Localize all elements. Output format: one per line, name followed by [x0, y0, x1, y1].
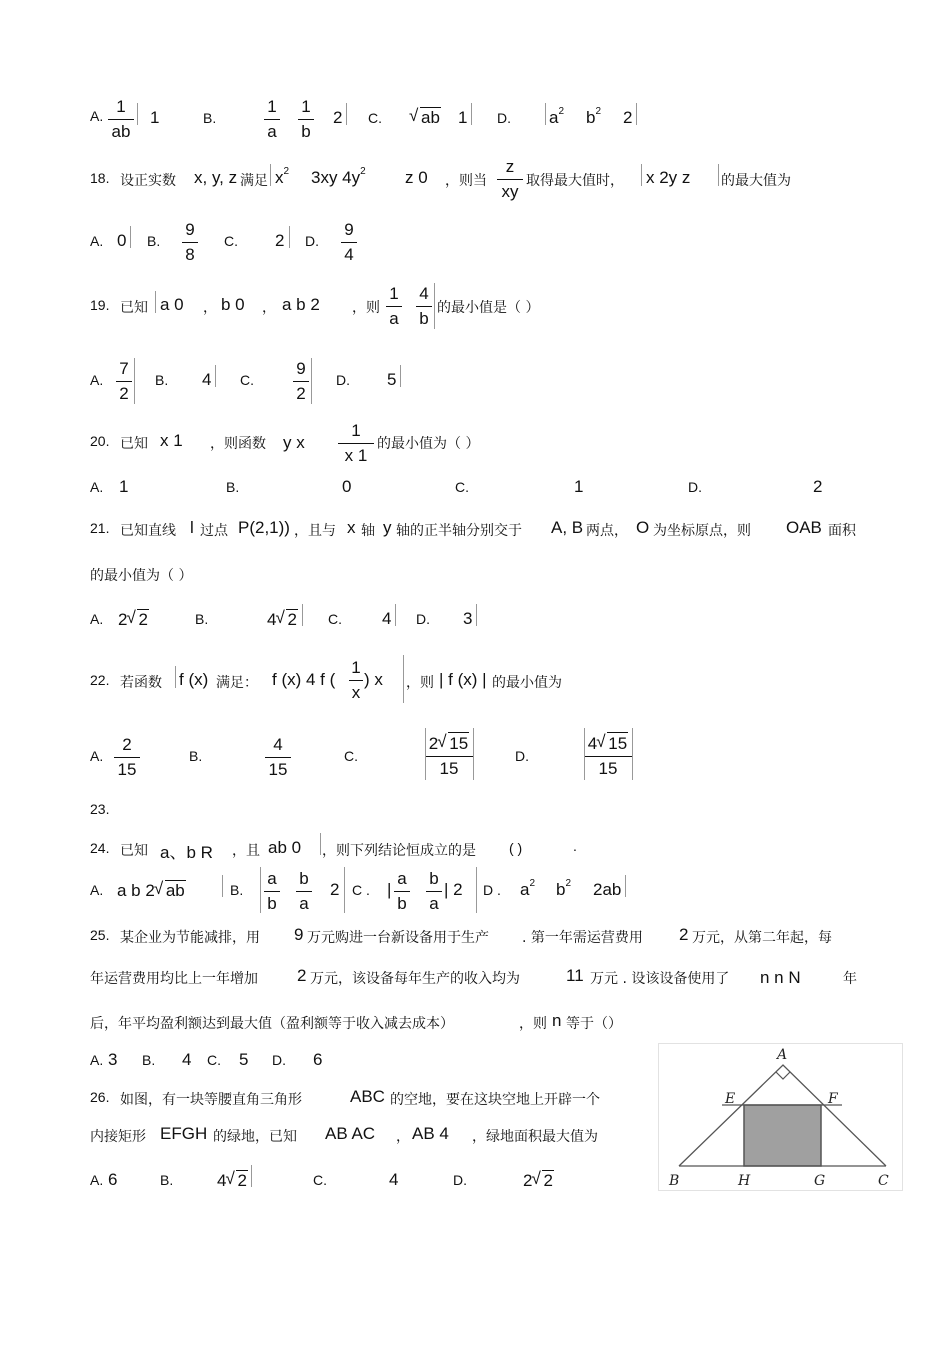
q24-c-fraction1: a b [394, 868, 410, 915]
q26-c-value: 4 [389, 1170, 399, 1189]
q24-dot: . [573, 838, 577, 854]
q21-text-7: 为坐标原点，则 [653, 523, 751, 539]
q20-text-1: 已知 [120, 436, 148, 452]
q25-text-2: 万元购进一台新设备用于生产 [307, 930, 489, 946]
q26-cond-1: AB AC [325, 1124, 376, 1143]
q17-option-d: D. [497, 110, 511, 126]
q18-d-fraction: 9 4 [341, 219, 357, 266]
q18-text-5: 的最大值为 [721, 173, 791, 189]
q24-b-fraction1: a b [264, 868, 280, 915]
q18-option-d: D. [305, 233, 319, 249]
q25-d-value: 6 [313, 1050, 323, 1069]
label-f: F [828, 1091, 838, 1107]
q26-d-value: 2√ 2 [523, 1170, 554, 1191]
q22-option-a: A. [90, 748, 104, 764]
q20-option-c: C. [455, 479, 469, 495]
q19-fraction-2: 4 b [416, 283, 432, 330]
q21-line-2: 的最小值为（ ） [90, 568, 193, 584]
q22-text-3: ，则 [406, 675, 434, 691]
q21-option-b: B. [195, 611, 209, 627]
q21-text-5: 轴的正半轴分别交于 [396, 523, 522, 539]
right-angle-mark [776, 1072, 790, 1079]
green-rectangle-efgh [744, 1105, 821, 1166]
q22-b-fraction: 4 15 [265, 734, 291, 781]
q21-text-8: 面积 [828, 523, 856, 539]
q25-a-value: 3 [108, 1050, 118, 1069]
q21-point: P(2,1)) [238, 518, 290, 537]
q20-text-2: ，则函数 [210, 436, 266, 452]
q26-line2-a: 内接矩形 [90, 1129, 146, 1145]
q24-option-d: D . [483, 882, 501, 898]
q22-c-fraction: 2√ 15 15 [425, 732, 473, 780]
q21-option-c: C. [328, 611, 342, 627]
q19-b-value: 4 [202, 370, 212, 389]
q19-option-c: C. [240, 372, 254, 388]
q24-option-a: A. [90, 882, 104, 898]
q21-o: O [636, 518, 650, 537]
q24-option-c: C . [352, 882, 370, 898]
q21-number: 21. [90, 520, 110, 536]
q24-text-3: ，则下列结论恒成立的是 [322, 843, 476, 859]
q25-line2-d: 年 [843, 971, 857, 987]
q26-text-1: 如图，有一块等腰直角三角形 [120, 1092, 302, 1108]
q25-text-3: . 第一年需运营费用 [522, 930, 643, 946]
q24-c-fraction2: b a [426, 868, 442, 915]
q24-option-b: B. [230, 882, 244, 898]
q22-abs: | f (x) | [439, 670, 487, 689]
label-e: E [725, 1091, 736, 1107]
q18-text-4: 取得最大值时， [526, 173, 624, 189]
q25-text-4: 万元，从第二年起，每 [692, 930, 832, 946]
q23-number: 23. [90, 801, 110, 817]
q26-option-b: B. [160, 1172, 174, 1188]
q25-line2-b: 万元，该设备每年生产的收入均为 [310, 971, 520, 987]
q19-option-d: D. [336, 372, 350, 388]
q17-c-rhs: 1 [458, 108, 468, 127]
q25-line3-c: 等于（） [566, 1016, 622, 1032]
q25-c-value: 5 [239, 1050, 249, 1069]
q24-d-a: $a^2$ [520, 878, 536, 899]
q21-text-1: 已知直线 [120, 523, 176, 539]
q20-function: y x [283, 433, 305, 452]
q25-text-1: 某企业为节能减排，用 [120, 930, 260, 946]
q19-text-1: 已知 [120, 300, 148, 316]
q20-fraction: 1 x 1 [338, 420, 374, 467]
q26-figure [658, 1043, 903, 1191]
q25-n: n [552, 1011, 562, 1030]
q18-text-3: ，则当 [445, 173, 487, 189]
q26-b-value: 4√ 2 [217, 1170, 248, 1191]
q21-d-value: 3 [463, 609, 473, 628]
q22-fx: f (x) [179, 670, 209, 689]
q22-number: 22. [90, 672, 110, 688]
q18-a-value: 0 [117, 231, 127, 250]
q20-option-b: B. [226, 479, 240, 495]
q19-text-2: ，则 [352, 300, 380, 316]
q26-a-value: 6 [108, 1170, 118, 1189]
q24-ab: a、b R [160, 843, 213, 862]
q25-option-a: A. [90, 1052, 104, 1068]
q25-line2-a: 年运营费用均比上一年增加 [90, 971, 258, 987]
q26-number: 26. [90, 1089, 110, 1105]
q19-option-a: A. [90, 372, 104, 388]
q22-equation-left: f (x) 4 f ( [272, 670, 336, 689]
q20-option-d: D. [688, 479, 702, 495]
label-h: H [738, 1173, 751, 1189]
q17-option-b: B. [203, 110, 217, 126]
q19-c-fraction: 9 2 [293, 358, 309, 405]
label-b: B [669, 1173, 680, 1189]
q26-option-a: A. [90, 1172, 104, 1188]
q21-text-3: ，且与 [294, 523, 336, 539]
q18-expr4: x 2y z [646, 168, 691, 187]
q17-a-fraction: 1 ab [108, 96, 134, 143]
q17-d-a: $a^2$ [549, 106, 565, 127]
label-g: G [814, 1173, 826, 1189]
q17-b-fraction2: 1 b [298, 96, 314, 143]
q17-a-rhs: 1 [150, 108, 160, 127]
q25-b-value: 4 [182, 1050, 192, 1069]
q21-l: l [190, 518, 194, 537]
q26-text-2: 的空地，要在这块空地上开辟一个 [390, 1092, 600, 1108]
q19-fraction-1: 1 a [386, 283, 402, 330]
q20-a-value: 1 [119, 477, 129, 496]
q18-number: 18. [90, 170, 110, 186]
q25-nn: n n N [760, 968, 801, 987]
q22-option-c: C. [344, 748, 358, 764]
q22-equation-right: ) x [364, 670, 383, 689]
q24-condition: ab 0 [268, 838, 302, 857]
q20-option-a: A. [90, 479, 104, 495]
q22-option-d: D. [515, 748, 529, 764]
q21-a-value: 2√ 2 [118, 609, 149, 630]
q22-a-fraction: 2 15 [114, 734, 140, 781]
q21-oab: OAB [786, 518, 822, 537]
q24-c-rhs: | 2 [444, 880, 463, 899]
q21-option-a: A. [90, 611, 104, 627]
q20-c-value: 1 [574, 477, 584, 496]
q18-option-b: B. [147, 233, 161, 249]
label-a: A [777, 1047, 788, 1063]
q24-paren: ( ) [509, 840, 523, 856]
q26-option-d: D. [453, 1172, 467, 1188]
q17-b-fraction1: 1 a [264, 96, 280, 143]
q25-line2-c: 万元 . 设该设备使用了 [590, 971, 730, 987]
q25-option-d: D. [272, 1052, 286, 1068]
q26-abc: ABC [350, 1087, 385, 1106]
q24-b-rhs: 2 [330, 880, 340, 899]
q25-v4: 11 [566, 966, 584, 985]
q18-option-a: A. [90, 233, 104, 249]
q22-option-b: B. [189, 748, 203, 764]
q25-line3-b: ，则 [519, 1016, 547, 1032]
q17-d-b: $b^2$ [586, 106, 602, 127]
q24-b-fraction2: b a [296, 868, 312, 915]
q22-text-2: 满足： [216, 675, 258, 691]
q20-d-value: 2 [813, 477, 823, 496]
q24-number: 24. [90, 840, 110, 856]
q20-condition: x 1 [160, 431, 183, 450]
q18-option-c: C. [224, 233, 238, 249]
q21-ab: A, B [551, 518, 584, 537]
q22-fraction: 1 x [349, 657, 363, 704]
q18-expr: $x^2$ [275, 166, 290, 187]
q19-text-3: 的最小值是（ ） [437, 300, 540, 316]
q19-cond-1: a 0 [160, 295, 184, 314]
q20-b-value: 0 [342, 477, 352, 496]
q18-expr3: z 0 [405, 168, 428, 187]
q25-line3-a: 后，年平均盈利额达到最大值（盈利额等于收入减去成本） [90, 1016, 454, 1032]
q26-efgh: EFGH [160, 1124, 208, 1143]
q18-text-2: 满足 [240, 173, 268, 189]
q24-c-bar: | [387, 880, 392, 899]
q25-v3: 2 [297, 966, 307, 985]
q21-option-d: D. [416, 611, 430, 627]
q17-b-rhs: 2 [333, 108, 343, 127]
q26-line2-c: ，绿地面积最大值为 [472, 1129, 598, 1145]
q26-line2-b: 的绿地，已知 [213, 1129, 297, 1145]
q19-cond-3: a b 2 [282, 295, 320, 314]
q17-c-sqrt: √ ab [410, 107, 441, 128]
q25-option-c: C. [207, 1052, 221, 1068]
q21-c-value: 4 [382, 609, 392, 628]
q25-v1: 9 [294, 925, 304, 944]
q18-fraction: z xy [497, 156, 523, 203]
q25-number: 25. [90, 927, 110, 943]
q24-d-b: $b^2$ [556, 878, 572, 899]
q17-d-rhs: 2 [623, 108, 633, 127]
q19-option-b: B. [155, 372, 169, 388]
q18-c-value: 2 [275, 231, 285, 250]
q21-text-6: 两点， [586, 523, 628, 539]
q21-text-2: 过点 [200, 523, 228, 539]
q22-text-4: 的最小值为 [492, 675, 562, 691]
q21-b-value: 4√ 2 [267, 609, 298, 630]
q21-x: x [347, 518, 356, 537]
q18-expr2: 3xy $4y^2$ [311, 166, 366, 187]
q20-number: 20. [90, 433, 110, 449]
q22-text-1: 若函数 [120, 675, 162, 691]
q19-a-fraction: 7 2 [116, 358, 132, 405]
q24-d-rhs: 2ab [593, 880, 622, 899]
q22-d-fraction: 4√ 15 15 [584, 732, 632, 780]
q24-a-expr: a b 2√ ab [117, 880, 186, 901]
q20-text-3: 的最小值为（ ） [377, 436, 480, 452]
label-c: C [878, 1173, 889, 1189]
q19-number: 19. [90, 297, 110, 313]
q25-option-b: B. [142, 1052, 156, 1068]
q18-text-1: 设正实数 [120, 173, 176, 189]
q17-option-a: A. [90, 108, 104, 124]
q24-text-2: ，且 [232, 843, 260, 859]
q26-option-c: C. [313, 1172, 327, 1188]
q18-b-fraction: 9 8 [182, 219, 198, 266]
q21-text-4: 轴 [361, 523, 375, 539]
q25-v2: 2 [679, 925, 689, 944]
q18-vars: x, y, z [194, 168, 238, 187]
q19-d-value: 5 [387, 370, 397, 389]
q19-cond-2: b 0 [221, 295, 245, 314]
q17-option-c: C. [368, 110, 382, 126]
q21-y: y [383, 518, 392, 537]
q24-text-1: 已知 [120, 843, 148, 859]
q26-cond-2: AB 4 [412, 1124, 449, 1143]
